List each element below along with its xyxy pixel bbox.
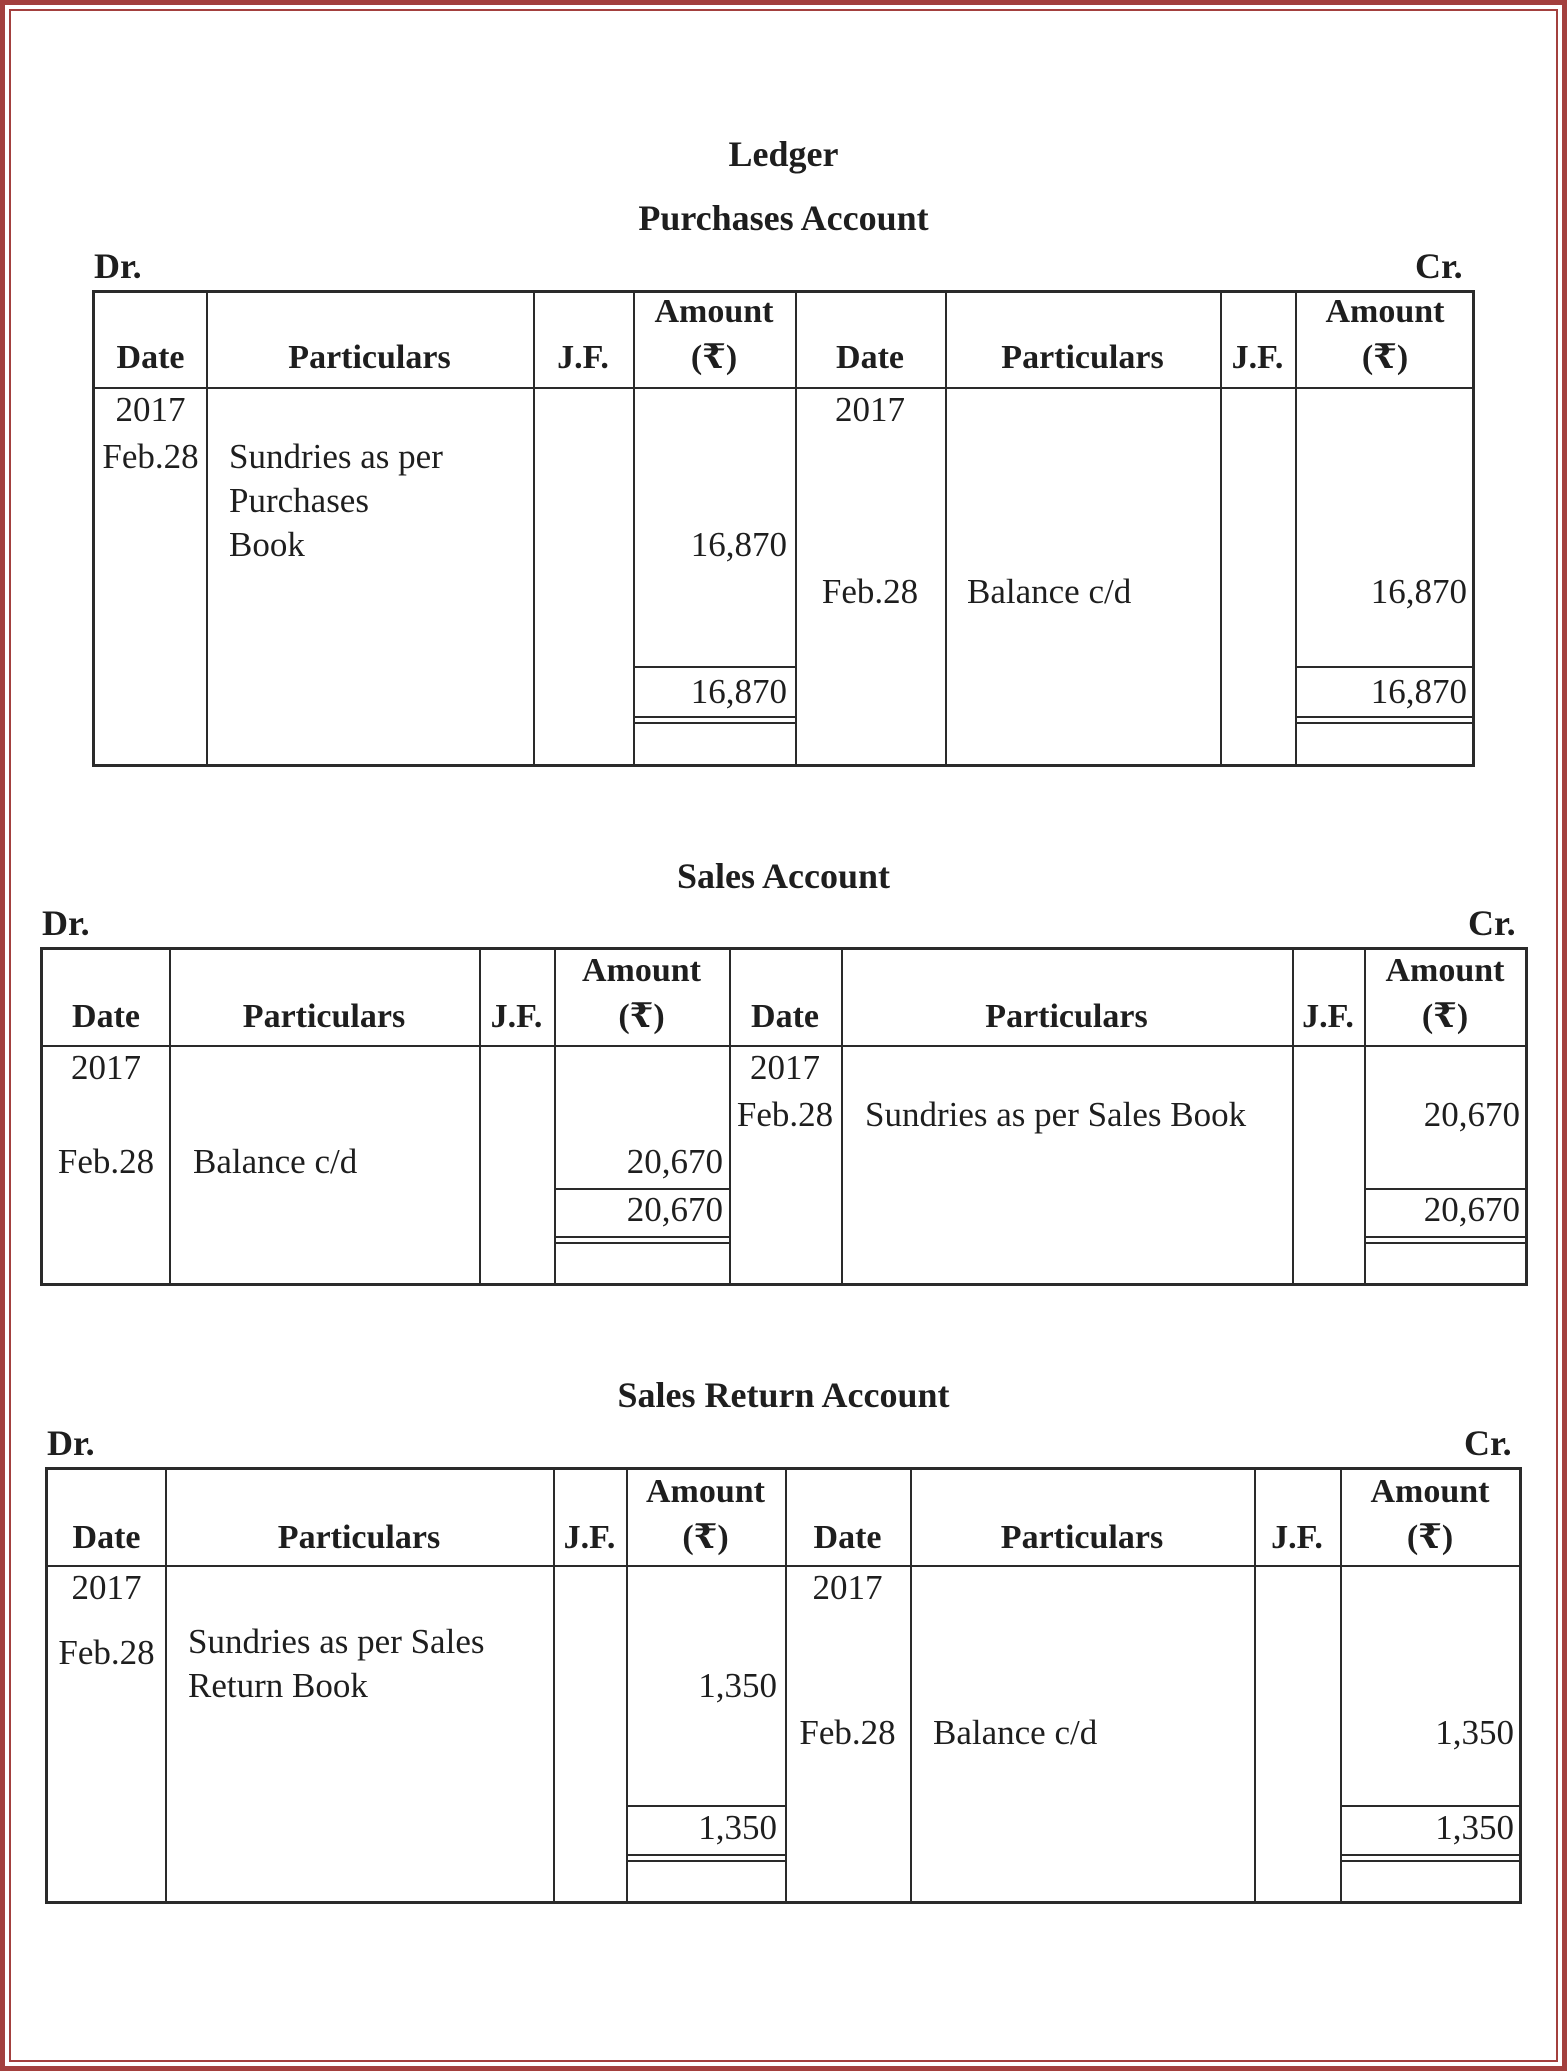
purchases-cr-jf-header: J.F. xyxy=(1231,339,1284,376)
sales-return-cr-label: Cr. xyxy=(1464,1423,1512,1463)
purchases-cr-total: 16,870 xyxy=(1370,672,1467,711)
sales-dr-particulars-header: Particulars xyxy=(242,998,406,1035)
sales-dr-label: Dr. xyxy=(42,903,90,943)
purchases-dr-currency-header: (₹) xyxy=(690,339,738,376)
purchases-dr-total: 16,870 xyxy=(690,672,787,711)
sales-cr-total: 20,670 xyxy=(1423,1190,1520,1229)
sales-return-dr-total: 1,350 xyxy=(698,1808,777,1847)
purchases-dr-date: Feb.28 xyxy=(102,437,199,476)
sales-return-dr-amount-header: Amount xyxy=(645,1473,766,1510)
sales-dr-amount-header: Amount xyxy=(581,952,702,989)
sales-cr-amount-header: Amount xyxy=(1385,952,1505,989)
sales-return-dr-particulars-line-2: Return Book xyxy=(188,1666,368,1705)
purchases-cr-year: 2017 xyxy=(835,390,905,429)
purchases-cr-date: Feb.28 xyxy=(821,572,919,611)
sales-cr-date-header: Date xyxy=(751,998,819,1035)
purchases-cr-label: Cr. xyxy=(1415,246,1463,286)
sales-cr-label: Cr. xyxy=(1468,903,1516,943)
sales-return-account-title: Sales Return Account xyxy=(617,1375,950,1415)
sales-return-cr-amount: 1,350 xyxy=(1435,1713,1514,1752)
purchases-dr-jf-header: J.F. xyxy=(557,339,609,376)
sales-dr-currency-header: (₹) xyxy=(618,998,665,1035)
purchases-dr-date-header: Date xyxy=(116,339,185,376)
sales-return-dr-year: 2017 xyxy=(71,1568,142,1607)
sales-cr-currency-header: (₹) xyxy=(1421,998,1469,1035)
purchases-dr-amount: 16,870 xyxy=(690,525,787,564)
purchases-dr-label: Dr. xyxy=(94,246,142,286)
sales-return-dr-particulars-line-1: Sundries as per Sales xyxy=(188,1622,485,1661)
sales-dr-date: Feb.28 xyxy=(57,1142,155,1181)
purchases-dr-particulars-line-3: Book xyxy=(229,525,305,564)
sales-return-dr-amount: 1,350 xyxy=(698,1666,777,1705)
sales-account-table xyxy=(40,947,1528,1286)
purchases-dr-particulars-header: Particulars xyxy=(288,339,451,376)
sales-dr-date-header: Date xyxy=(72,998,140,1035)
purchases-cr-amount-header: Amount xyxy=(1325,293,1445,330)
sales-return-cr-date-header: Date xyxy=(813,1519,882,1556)
purchases-cr-particulars-header: Particulars xyxy=(1001,339,1164,376)
purchases-cr-particulars: Balance c/d xyxy=(967,572,1132,611)
sales-return-dr-particulars-header: Particulars xyxy=(277,1519,441,1556)
sales-cr-amount: 20,670 xyxy=(1423,1095,1520,1134)
purchases-cr-amount: 16,870 xyxy=(1370,572,1467,611)
sales-return-cr-amount-header: Amount xyxy=(1370,1473,1490,1510)
sales-cr-jf-header: J.F. xyxy=(1302,998,1354,1035)
sales-return-dr-date-header: Date xyxy=(72,1519,141,1556)
sales-return-cr-date: Feb.28 xyxy=(799,1713,896,1752)
sales-account-title: Sales Account xyxy=(676,856,890,896)
purchases-dr-particulars-line-1: Sundries as per xyxy=(229,437,443,476)
purchases-dr-particulars-line-2: Purchases xyxy=(229,481,369,520)
sales-cr-particulars-header: Particulars xyxy=(985,998,1148,1035)
purchases-dr-year: 2017 xyxy=(115,390,186,429)
sales-return-cr-jf-header: J.F. xyxy=(1271,1519,1323,1556)
sales-return-cr-currency-header: (₹) xyxy=(1406,1519,1454,1556)
sales-return-cr-particulars: Balance c/d xyxy=(933,1713,1098,1752)
sales-return-cr-year: 2017 xyxy=(812,1568,883,1607)
sales-dr-particulars: Balance c/d xyxy=(193,1142,358,1181)
sales-return-dr-currency-header: (₹) xyxy=(682,1519,729,1556)
sales-return-cr-particulars-header: Particulars xyxy=(1000,1519,1164,1556)
sales-return-dr-date: Feb.28 xyxy=(58,1633,155,1672)
sales-cr-year: 2017 xyxy=(750,1048,820,1087)
sales-cr-particulars: Sundries as per Sales Book xyxy=(865,1095,1247,1134)
sales-dr-year: 2017 xyxy=(71,1048,141,1087)
sales-return-dr-jf-header: J.F. xyxy=(563,1519,616,1556)
sales-dr-total: 20,670 xyxy=(626,1190,723,1229)
sales-cr-date: Feb.28 xyxy=(736,1095,834,1134)
sales-return-account-table xyxy=(45,1467,1522,1904)
sales-dr-amount: 20,670 xyxy=(626,1142,723,1181)
sales-dr-jf-header: J.F. xyxy=(490,998,543,1035)
purchases-cr-date-header: Date xyxy=(836,339,904,376)
sales-return-cr-total: 1,350 xyxy=(1435,1808,1514,1847)
purchases-account-table xyxy=(92,290,1475,767)
purchases-cr-currency-header: (₹) xyxy=(1361,339,1409,376)
purchases-account-title: Purchases Account xyxy=(638,198,929,238)
page-title: Ledger xyxy=(728,134,839,174)
sales-return-dr-label: Dr. xyxy=(47,1423,95,1463)
purchases-dr-amount-header: Amount xyxy=(654,293,774,330)
